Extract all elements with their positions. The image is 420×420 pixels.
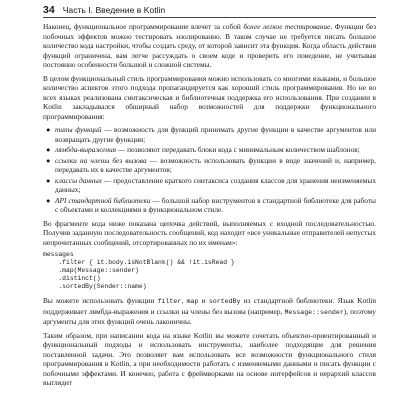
bullet-icon: ●	[46, 175, 51, 185]
bullet-icon: ●	[46, 145, 51, 154]
code-line: .sortedBy(Sender::name)	[43, 283, 147, 291]
paragraph-summary: Таким образом, при написании кода на языке Kotlin вы можете сочетать объектно-ориентированный и функциональный подходы и использовать инструменты, наиболее подходящие для решения поставленной задачи. Это позволяет вам использовать все возможности функционального стиля программирования в Kotlin, а при необходимости работать с изменяемыми данными и писать функции с побочными эффектами. И конечно, работа с фреймворками на основе интерфейсов и иерархий классов выглядит	[43, 330, 376, 388]
code-listing	[43, 251, 376, 291]
list-item: ● типы функций — возможность для функций принимать другие функции в качестве аргументов или возвращать другие функции;	[46, 125, 376, 144]
code-line: .distinct()	[43, 275, 101, 283]
bullet-icon: ●	[46, 155, 51, 165]
list-item: ● классы данных — предоставление краткого синтаксиса создания классов для хранения неизменяемых данных;	[46, 175, 376, 194]
paragraph-functional-style: В целом функциональный стиль программирования можно использовать со многими языками, и большое количество аспектов этого подхода пропагандируется как хороший стиль программирования. Но не во всех языках реализована синтаксическая и библиотечная поддержка его использования. При создании в Kotlin закладывался обширный набор возможностей для поддержки функционального программирования:	[43, 73, 376, 121]
paragraph-code-intro: Во фрагменте кода ниже показана цепочка действий, выполняемых с входной последовательностью. Получив заданную последовательность сообщений, код находит «все уникальные отправителей непустых непрочитанных сообщений, отсортированных по их именам»:	[43, 218, 376, 247]
code-line: messages	[43, 251, 74, 258]
feature-list	[43, 125, 376, 215]
running-header	[43, 4, 376, 18]
list-item: ● API стандартной библиотеки — большой набор инструментов в стандартной библиотеке для работы с объектами и коллекциями в функциональном стиле.	[46, 195, 376, 214]
list-item: ● лямбда-выражения — позволяют передавать блоки кода с минимальным количеством шаблонов;	[46, 145, 360, 154]
code-line: .map(Message::sender)	[43, 267, 139, 275]
chapter-title: Часть I. Введение в Kotlin	[62, 5, 166, 15]
bullet-icon: ●	[46, 195, 51, 205]
list-item: ● ссылки на члены без вызова — возможность использовать функции в виде значений и, например, передавать их в качестве аргументов;	[46, 155, 377, 174]
code-line: .filter { it.body.isNotBlank() && !it.isRead }	[43, 259, 235, 267]
bullet-icon: ●	[46, 125, 51, 134]
paragraph-stdlib: Вы можете использовать функции filter, map и sortedBy из стандартной библиотеки. Язык Kotlin поддерживает лямбда-выражения и ссылки на члены без вызова (например, Message::sender), поэтому аргументы для этих функций очень лаконичны.	[43, 296, 377, 327]
paragraph-testing: Наконец, функциональное программирование влечет за собой более легкое тестирование. Функции без побочных эффектов можно тестировать изолированно. В таком случае не требуется писать большое количество кода настройки, чтобы создать среду, от которой зависит эта функция. Когда область действия функций ограничена, вам легче рассуждать о своем коде и проверить его поведение, не учитывая постоянно особенности большой и сложной системы.	[43, 22, 376, 69]
page-number: 34	[43, 4, 55, 16]
